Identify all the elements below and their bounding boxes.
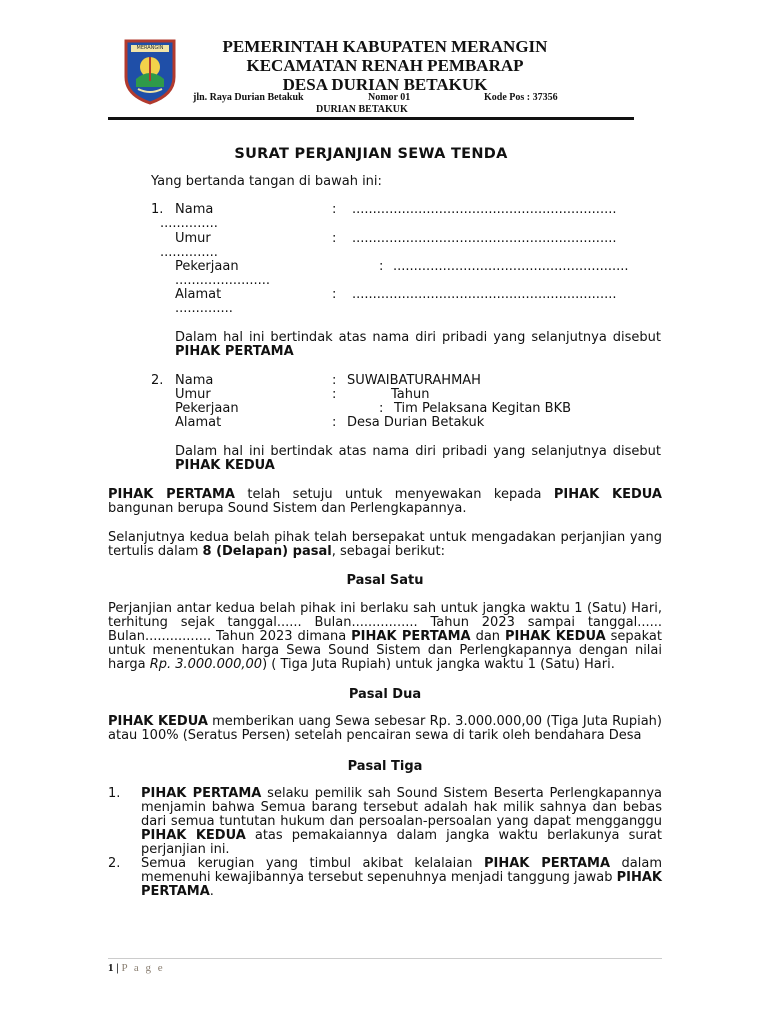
- pasal-1-text-2: dan: [470, 629, 505, 644]
- pasal-3-item-2-text-1: dalam memenuhi kewajibannya tersebut sepenuhnya menjadi tanggung jawab: [141, 856, 663, 885]
- agreement-paragraph: [108, 488, 662, 516]
- party-1-value-name-cont: ..............: [160, 216, 218, 231]
- party-1-value-job-cont: .......................: [175, 273, 271, 288]
- pasal-2-text: memberikan uang Sewa sebesar Rp. 3.000.000,00 (Tiga Juta Rupiah) atau 100% (Seratus Persen) setelah pencairan sewa di tarik oleh bendahara Desa: [108, 714, 662, 743]
- party-2-colon: :: [332, 387, 337, 402]
- party-1-colon: :: [379, 259, 384, 274]
- pasal-3-item-2-text: [141, 857, 662, 899]
- address-number: Nomor 01: [368, 92, 411, 103]
- regency-logo: [122, 37, 178, 105]
- party-2-label-age: Umur: [175, 387, 211, 402]
- pasal-3-item-1-text-2: atas pemakaiannya dalam jangka waktu berlakunya surat perjanjian ini.: [141, 828, 662, 857]
- party-1-number: 1.: [151, 202, 164, 217]
- pasal-2-heading: Pasal Dua: [348, 687, 422, 702]
- para1-bold-2: PIHAK KEDUA: [553, 487, 662, 502]
- party-2-value-job: Tim Pelaksana Kegitan BKB: [394, 401, 572, 416]
- party-2-colon: :: [332, 373, 337, 388]
- party-2-label-job: Pekerjaan: [175, 401, 239, 416]
- party-1-label-job: Pekerjaan: [175, 259, 239, 274]
- pasal-3-item-1-number: 1.: [108, 786, 121, 801]
- party-1-desc-text: Dalam hal ini bertindak atas nama diri pribadi yang selanjutnya disebut: [175, 330, 661, 345]
- letterhead-line-3: DESA DURIAN BETAKUK: [282, 75, 488, 94]
- page-separator: |: [113, 962, 122, 974]
- party-1-label-age: Umur: [175, 231, 211, 246]
- pasal-3-item-1-bold-2: PIHAK KEDUA: [141, 828, 246, 843]
- para1-text-1: telah setuju untuk menyewakan kepada: [234, 487, 554, 502]
- pasal-3-item-1-bold-1: PIHAK PERTAMA: [141, 786, 262, 801]
- para1-text-2: bangunan berupa Sound Sistem dan Perlengkapannya.: [108, 501, 467, 516]
- party-1-colon: :: [332, 231, 337, 246]
- page-number: 1: [108, 962, 114, 974]
- address-village: DURIAN BETAKUK: [316, 104, 408, 115]
- party-1-value-address-cont: ..............: [175, 301, 233, 316]
- party-1-value-address: ................................................................: [352, 287, 617, 302]
- pasal-2-body: [108, 715, 662, 743]
- pasal-3-heading: Pasal Tiga: [347, 759, 423, 774]
- letterhead: [190, 37, 580, 94]
- letterhead-line-2: KECAMATAN RENAH PEMBARAP: [246, 56, 524, 75]
- party-2-label-name: Nama: [175, 373, 214, 388]
- party-1-desc-bold: PIHAK PERTAMA: [175, 344, 294, 359]
- party-1-colon: :: [332, 202, 337, 217]
- party-2-number: 2.: [151, 373, 164, 388]
- party-1-value-age: ................................................................: [352, 231, 617, 246]
- pasal-1-text-1: Perjanjian antar kedua belah pihak ini berlaku sah untuk jangka waktu 1 (Satu) Hari, terhitung sejak tanggal...... Bulan................ Tahun 2023 sampai tanggal...... Bulan................ Tahun 2023 dimana: [108, 601, 662, 644]
- pasal-1-bold-2: PIHAK KEDUA: [504, 629, 606, 644]
- party-1-label-name: Nama: [175, 202, 214, 217]
- pasal-3-item-1-text: [141, 787, 662, 857]
- agreement-intro-paragraph: [108, 531, 662, 559]
- page-label: P a g e: [121, 962, 165, 974]
- pasal-1-heading: Pasal Satu: [346, 573, 424, 588]
- para2-text-2: , sebagai berikut:: [331, 544, 445, 559]
- pasal-3-item-2-bold-1: PIHAK PERTAMA: [483, 856, 611, 871]
- party-2-value-address: Desa Durian Betakuk: [347, 415, 485, 430]
- pasal-1-text-4: ) ( Tiga Juta Rupiah) untuk jangka waktu 1 (Satu) Hari.: [262, 657, 615, 672]
- letterhead-rule: [108, 117, 634, 120]
- pasal-1-body: [108, 602, 662, 672]
- letterhead-line-1: PEMERINTAH KABUPATEN MERANGIN: [222, 37, 548, 56]
- party-1-value-name: ................................................................: [352, 202, 617, 217]
- party-2-desc-text: Dalam hal ini bertindak atas nama diri pribadi yang selanjutnya disebut: [175, 444, 661, 459]
- party-1-description: [175, 331, 661, 359]
- para1-bold-1: PIHAK PERTAMA: [108, 487, 235, 502]
- pasal-3-item-2-text-2: .: [209, 884, 214, 899]
- pasal-3-item-1-text-1: selaku pemilik sah Sound Sistem Beserta Perlengkapannya menjamin bahwa Semua barang tersebut adalah hak milik sahnya dan bebas dari semua tuntutan hukum dan persoalan-persoalan yang dapat mengganggu: [141, 786, 662, 829]
- intro-text: Yang bertanda tangan di bawah ini:: [151, 174, 382, 189]
- document-title: SURAT PERJANJIAN SEWA TENDA: [234, 146, 508, 162]
- pasal-1-text-3: sepakat untuk menentukan harga Sewa Sound Sistem dan Perlengkapannya dengan nilai harga: [108, 629, 662, 672]
- party-2-value-age: Tahun: [391, 387, 430, 402]
- party-1-label-address: Alamat: [175, 287, 222, 302]
- party-2-label-address: Alamat: [175, 415, 222, 430]
- party-2-colon: :: [332, 415, 337, 430]
- para2-bold: 8 (Delapan) pasal: [202, 544, 332, 559]
- pasal-3-item-2-number: 2.: [108, 856, 121, 871]
- pasal-3-item-2-text-0: Semua kerugian yang timbul akibat kelalaian: [141, 856, 484, 871]
- pasal-3-item-2-bold-2: PIHAK PERTAMA: [141, 870, 662, 899]
- party-2-colon: :: [379, 401, 384, 416]
- pasal-1-italic: Rp. 3.000.000,00: [149, 657, 263, 672]
- footer-rule: [108, 958, 662, 959]
- logo-text: MERANGIN: [136, 45, 164, 51]
- party-1-value-job: .........................................................: [393, 259, 629, 274]
- pasal-2-bold: PIHAK KEDUA: [108, 714, 208, 729]
- party-2-desc-bold: PIHAK KEDUA: [175, 458, 275, 473]
- pasal-1-bold-1: PIHAK PERTAMA: [351, 629, 471, 644]
- address-street: jln. Raya Durian Betakuk: [193, 92, 304, 103]
- address-postcode: Kode Pos : 37356: [484, 92, 558, 103]
- page-footer: [108, 962, 165, 974]
- para2-text-1: Selanjutnya kedua belah pihak telah bersepakat untuk mengadakan perjanjian yang tertulis dalam: [108, 530, 662, 559]
- party-2-value-name: SUWAIBATURAHMAH: [347, 373, 481, 388]
- party-2-description: [175, 445, 661, 473]
- party-1-value-age-cont: ..............: [160, 245, 218, 260]
- party-1-colon: :: [332, 287, 337, 302]
